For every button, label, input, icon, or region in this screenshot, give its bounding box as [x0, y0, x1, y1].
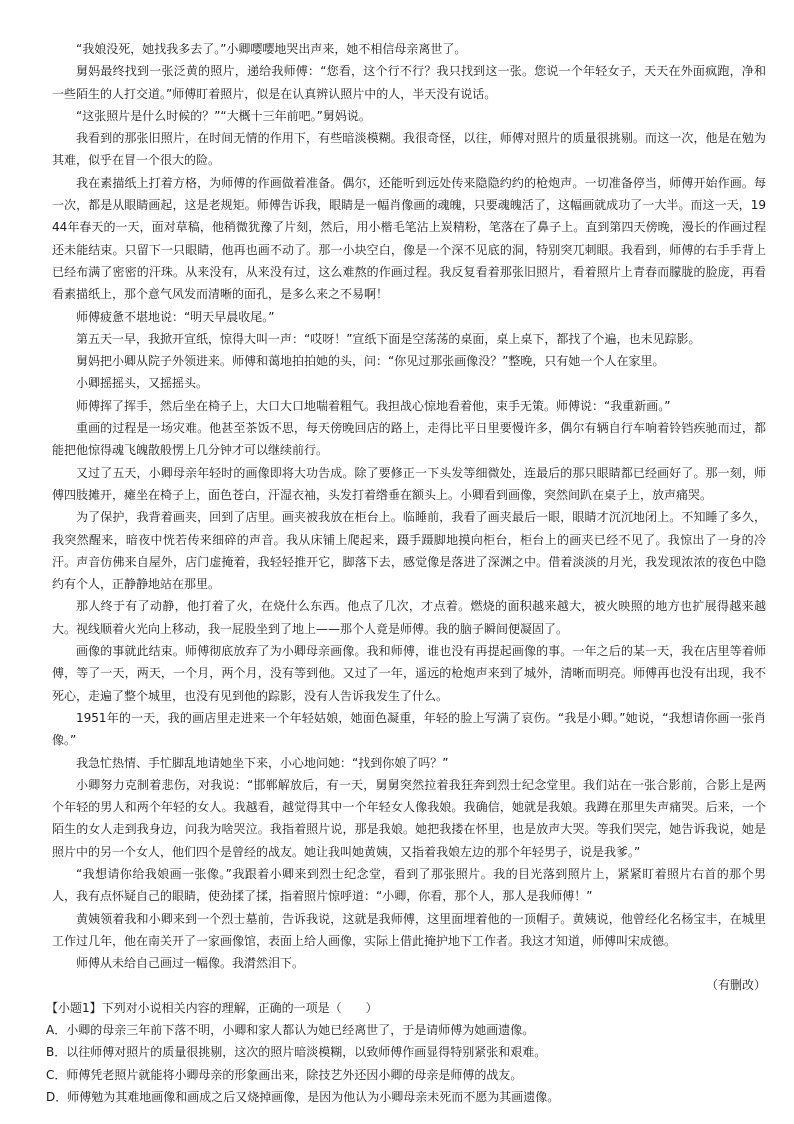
story-paragraph: 1951年的一天，我的画店里走进来一个年轻姑娘，她面色凝重，年轻的脸上写满了哀伤。“我是小卿。”她说，“我想请你画一张肖像。” — [52, 710, 766, 748]
option-b[interactable]: B．以往师傅对照片的质量很挑剔，这次的照片暗淡模糊，以致师傅作画显得特别紧张和艰难。 — [46, 1045, 547, 1060]
document-page — [46, 38, 766, 1108]
story-paragraph: 又过了五天，小卿母亲年轻时的画像即将大功告成。除了要修正一下头发等细微处，连最后的那只眼睛都已经画好了。那一刻，师傅四肢摊开，瘫坐在椅子上，面色苍白，汗湿衣袖，头发打着绺垂在额头上。小卿看到画像，突然间趴在桌子上，放声痛哭。 — [52, 465, 766, 502]
story-paragraph: 师傅挥了挥手，然后坐在椅子上，大口大口地喘着粗气。我担战心惊地看着他，束手无策。师傅说：“我重新画。” — [76, 398, 671, 413]
option-a[interactable]: A．小卿的母亲三年前下落不明，小卿和家人都认为她已经离世了，于是请师傅为她画遗像。 — [46, 1023, 535, 1038]
story-paragraph: 师傅从未给自己画过一幅像。我潸然泪下。 — [76, 956, 305, 971]
question-block — [46, 997, 766, 1108]
story-paragraph: “我娘没死，她找我多去了。”小卿嘤嘤地哭出声来，她不相信母亲离世了。 — [76, 42, 467, 56]
story-paragraph: “我想请你给我娘画一张像。”我跟着小卿来到烈士纪念堂，看到了那张照片。我的目光落到照片上，紧紧盯着照片右首的那个男人，我有点怀疑自己的眼睛，使劲揉了揉，指着照片惊呼道：“小卿，你看，那个人，那人是我师傅！” — [52, 866, 766, 904]
option-c[interactable]: C．师傅凭老照片就能将小卿母亲的形象画出来，除技艺外还因小卿的母亲是师傅的战友。 — [46, 1067, 523, 1082]
story-paragraph: 我在素描纸上打着方格，为师傅的作画做着准备。偶尔，还能听到远处传来隐隐约约的枪炮声。一切准备停当，师傅开始作画。每一次，都是从眼睛画起，这是老规矩。师傅告诉我，眼睛是一幅肖像画的魂魄，只要魂魄活了，这幅画就成功了一大半。而这一天，1944年春天的一天，面对草稿，他稍微犹豫了片刻，然后，用小楷毛笔沾上炭精粉，笔落在了鼻子上。直到第四天傍晚，漫长的作画过程还未能结束。只留下一只眼睛，他再也画不动了。那一小块空白，像是一个深不见底的洞，特别突兀刺眼。我看到，师傅的右手手背上已经布满了密密的汗珠。从来没有，从来没有过，这么难熬的作画过程。我反复看着那张旧照片，看着照片上青春而朦胧的脸庞，再看看素描纸上，那个意气风发而清晰的面孔，是多么来之不易啊！ — [52, 175, 766, 302]
story-paragraph: 重画的过程是一场灾难。他甚至茶饭不思，每天傍晚回店的路上，走得比平日里要慢许多，偶尔有辆自行车响着铃铛疾驰而过，都能把他惊得魂飞魄散般愣上几分钟才可以继续前行。 — [52, 421, 766, 458]
story-paragraph: 第五天一早，我掀开宣纸，惊得大叫一声：“哎呀！”宣纸下面是空荡荡的桌面，桌上桌下，都找了个遍，也未见踪影。 — [76, 331, 701, 346]
story-paragraph: 我急忙热情、手忙脚乱地请她坐下来，小心地问她：“找到你娘了吗？” — [76, 755, 449, 770]
story-paragraph: 小卿摇摇头，又摇摇头。 — [76, 376, 209, 391]
story-body — [52, 38, 766, 997]
question-title: 【小题1】下列对小说相关内容的理解，正确的一项是（ ） — [46, 1000, 378, 1015]
story-paragraph: 画像的事就此结束。师傅彻底放弃了为小卿母亲画像。我和师傅，谁也没有再提起画像的事。一年之后的某一天，我在店里等着师傅，等了一天，两天，一个月，两个月，没有等到他。又过了一年，遥远的枪炮声来到了城外，清晰而明亮。师傅再也没有出现，我不死心，走遍了整个城里，也没有见到他的踪影，没有人告诉我发生了什么。 — [52, 644, 766, 703]
story-paragraph: 舅妈最终找到一张泛黄的照片，递给我师傅：“您看，这个行不行？我只找到这一张。您说一个年轻女子，天天在外面疯跑，净和一些陌生的人打交道。”师傅盯着照片，似是在认真辨认照片中的人，半天没有说话。 — [52, 64, 766, 101]
story-paragraph: 小卿努力克制着悲伤，对我说：“邯郸解放后，有一天，舅舅突然拉着我狂奔到烈士纪念堂里。我们站在一张合影前，合影上是两个年轻的男人和两个年轻的女人。我越看，越觉得其中一个年轻女人像我娘。我确信，她就是我娘。我蹲在那里失声痛哭。后来，一个陌生的女人走到我身边，问我为啥哭泣。我指着照片说，那是我娘。她把我搂在怀里，也是放声大哭。等我们哭完，她告诉我说，她是照片中的另一个女人，他们四个是曾经的战友。她让我叫她黄姨，又指着我娘左边的那个年轻男子，说是我爹。” — [52, 777, 766, 859]
story-paragraph: 我看到的那张旧照片，在时间无情的作用下，有些暗淡模糊。我很奇怪，以往，师傅对照片的质量很挑剔。而这一次，他是在勉为其难，似乎在冒一个很大的险。 — [52, 131, 766, 168]
story-paragraph: 舅妈把小卿从院子外领进来。师傅和蔼地拍拍她的头，问：“你见过那张画像没？”整晚，只有她一个人在家里。 — [76, 354, 665, 369]
story-paragraph: 为了保护，我背着画夹，回到了店里。画夹被我放在柜台上。临睡前，我看了画夹最后一眼，眼睛才沉沉地闭上。不知睡了多久，我突然醒来，暗夜中恍若传来细碎的声音。我从床铺上爬起来，蹑手蹑脚地摸向柜台，柜台上的画夹已经不见了。我惊出了一身的冷汗。声音仿佛来自屋外，店门虚掩着，我轻轻推开它，脚落下去，感觉像是落进了深渊之中。借着淡淡的月光，我发现浓浓的夜色中隐约有个人，正静静地站在那里。 — [52, 510, 766, 592]
option-d[interactable]: D．师傅勉为其难地画像和画成之后又烧掉画像，是因为他认为小卿母亲未死而不愿为其画遗像。 — [46, 1089, 560, 1104]
story-paragraph: “这张照片是什么时候的？”“大概十三年前吧。”舅妈说。 — [76, 108, 371, 123]
source-note: （有删改） — [705, 978, 766, 993]
story-paragraph: 黄姨领着我和小卿来到一个烈士墓前，告诉我说，这就是我师傅，这里面埋着他的一顶帽子。黄姨说，他曾经化名杨宝丰，在城里工作过几年，他在南关开了一家画像馆，表面上给人画像，实际上借此掩护地下工作者。我这才知道，师傅叫宋成德。 — [52, 911, 766, 948]
story-paragraph: 师傅疲惫不堪地说：“明天早晨收尾。” — [76, 309, 275, 324]
story-paragraph: 那人终于有了动静，他打着了火，在烧什么东西。他点了几次，才点着。燃烧的面积越来越大，被火映照的地方也扩展得越来越大。视线顺着火光向上移动，我一屁股坐到了地上——那个人竟是师傅。我的脑子瞬间便凝固了。 — [52, 599, 766, 636]
